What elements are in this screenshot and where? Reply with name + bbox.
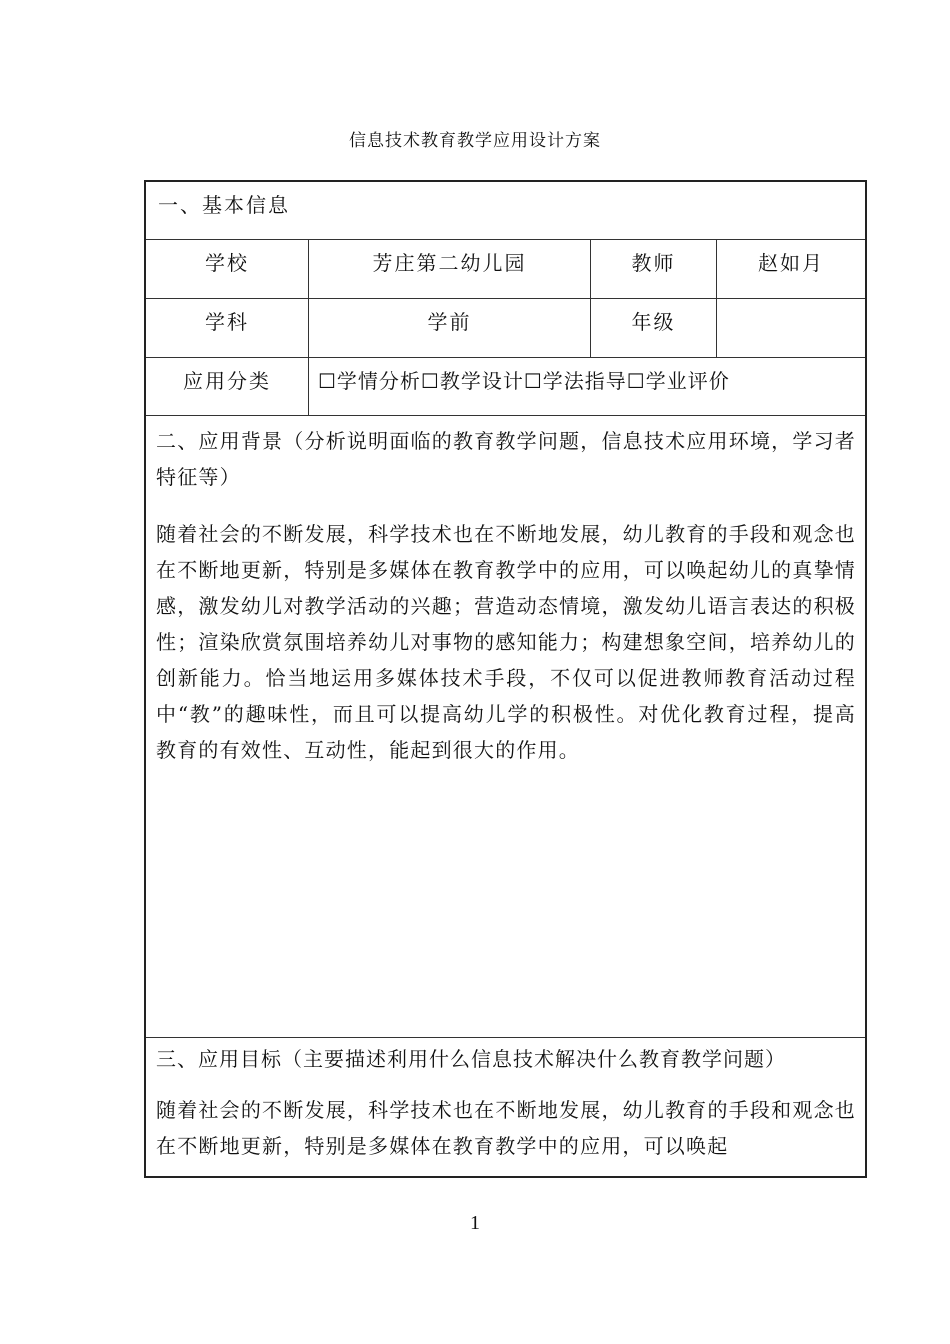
school-label: 学校 <box>205 251 249 275</box>
category-options: ☐学情分析☐教学设计☐学法指导☐学业评价 <box>318 369 730 393</box>
section-basic-info-heading: 一、基本信息 <box>158 193 290 217</box>
grade-label: 年级 <box>631 310 676 334</box>
row-divider <box>146 1037 865 1038</box>
teacher-value: 赵如月 <box>758 251 824 275</box>
row-divider <box>146 239 865 240</box>
document-title: 信息技术教育教学应用设计方案 <box>349 131 601 151</box>
page-number: 1 <box>470 1212 480 1234</box>
design-form-table <box>144 180 867 1178</box>
teacher-label: 教师 <box>631 251 676 275</box>
section-goal-body: 随着社会的不断发展，科学技术也在不断地发展，幼儿教育的手段和观念也在不断地更新，特别是多媒体在教育教学中的应用，可以唤起 <box>156 1098 856 1158</box>
section-background-heading: 二、应用背景（分析说明面临的教育教学问题，信息技术应用环境，学习者特征等） <box>156 429 856 489</box>
section-background-body: 随着社会的不断发展，科学技术也在不断地发展，幼儿教育的手段和观念也在不断地更新，特别是多媒体在教育教学中的应用，可以唤起幼儿的真挚情感，激发幼儿对教学活动的兴趣；营造动态情境，激发幼儿语言表达的积极性；渲染欣赏氛围培养幼儿对事物的感知能力；构建想象空间，培养幼儿的创新能力。恰当地运用多媒体技术手段，不仅可以促进教师教育活动过程中“教”的趣味性，而且可以提高幼儿学的积极性。对优化教育过程，提高教育的有效性、互动性，能起到很大的作用。 <box>156 522 856 762</box>
row-divider <box>146 415 865 416</box>
subject-label: 学科 <box>205 310 249 334</box>
section-goal-heading: 三、应用目标（主要描述利用什么信息技术解决什么教育教学问题） <box>156 1047 786 1071</box>
row-divider <box>146 357 865 358</box>
school-value: 芳庄第二幼儿园 <box>372 251 527 275</box>
subject-value: 学前 <box>427 310 472 334</box>
category-label: 应用分类 <box>183 369 271 393</box>
row-divider <box>146 298 865 299</box>
